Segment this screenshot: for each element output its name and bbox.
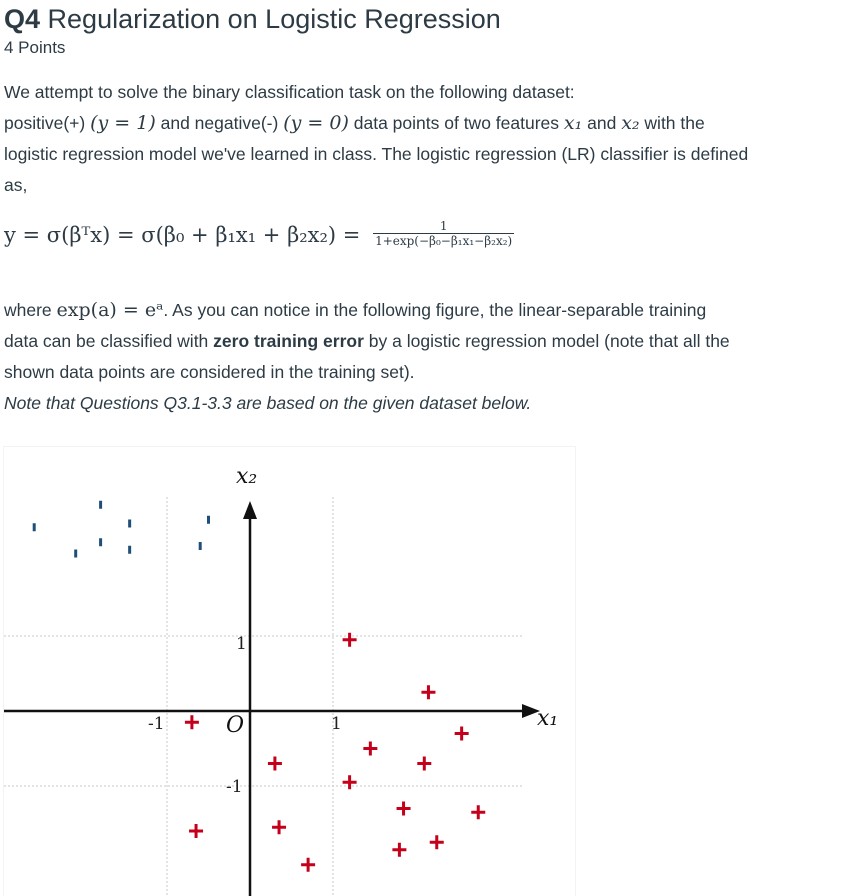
explanation-paragraph (4, 295, 730, 419)
positive-point (430, 835, 444, 849)
intro-paragraph (4, 77, 748, 201)
intro-mid-text: data points of two features (353, 113, 560, 133)
negative-point (128, 520, 131, 528)
negative-point (99, 538, 102, 546)
explanation-line-2 (4, 326, 730, 357)
question-title (4, 4, 842, 34)
exp-definition: exp(a) = eᵃ (56, 299, 164, 321)
explanation-where: where (4, 300, 52, 320)
intro-line-2 (4, 108, 748, 139)
origin-label: O (226, 713, 245, 738)
y-tick-label-neg1: -1 (226, 777, 243, 797)
positive-point (421, 685, 435, 699)
logistic-equation (4, 219, 514, 251)
negative-point (99, 501, 102, 509)
positive-point (392, 843, 406, 857)
dataset-note: Note that Questions Q3.1-3.3 are based on the given dataset below. (4, 393, 532, 413)
zero-training-error: zero training error (213, 331, 364, 351)
positive-equation: (y = 1) (90, 112, 156, 134)
positive-point (455, 727, 469, 741)
negative-point (128, 546, 131, 554)
explanation-rest-1: . As you can notice in the following figure, the linear-separable training (163, 300, 707, 320)
explanation-line-1 (4, 295, 730, 326)
positive-point (471, 805, 485, 819)
positive-point (301, 858, 315, 872)
fraction-denominator: 1+exp(−β₀−β₁x₁−β₂x₂) (375, 234, 513, 248)
positive-point (272, 820, 286, 834)
negative-point (33, 523, 36, 531)
negative-point (207, 516, 210, 524)
x2-axis-label: x₂ (236, 464, 258, 489)
feature-x1: x₁ (563, 112, 583, 134)
x2-axis-arrow (243, 501, 257, 519)
dataset-figure (4, 447, 575, 896)
equation-lhs: y = σ(βᵀx) = σ(β₀ + β₁x₁ + β₂x₂) = (4, 223, 361, 247)
positive-point (363, 742, 377, 756)
question-points: 4 Points (4, 38, 66, 57)
positive-point (268, 757, 282, 771)
intro-and: and (587, 113, 617, 133)
x-tick-label-neg1: -1 (148, 714, 165, 734)
positive-point (417, 757, 431, 771)
x1-axis-label: x₁ (537, 706, 559, 731)
positive-point (343, 775, 357, 789)
positive-point (397, 802, 411, 816)
feature-x2: x₂ (621, 112, 640, 134)
x-tick-label-1: 1 (331, 714, 342, 734)
fraction-numerator: 1 (373, 219, 514, 234)
intro-with-the: with the (644, 113, 705, 133)
y-tick-label-1: 1 (236, 634, 247, 654)
question-number: Q4 (4, 4, 41, 34)
positive-point (185, 715, 199, 729)
negative-point (74, 550, 77, 558)
explanation-line-2-pre: data can be classified with (4, 331, 209, 351)
intro-line-1: We attempt to solve the binary classification task on the following dataset: (4, 82, 575, 102)
scatter-plot (4, 447, 575, 896)
explanation-line-3: shown data points are considered in the training set). (4, 362, 415, 382)
explanation-line-2-post: by a logistic regression model (note that all the (368, 331, 730, 351)
negative-equation: (y = 0) (283, 112, 349, 134)
positive-point (189, 824, 203, 838)
positive-label: positive(+) (4, 113, 86, 133)
negative-point (199, 542, 202, 550)
negative-label: and negative(-) (160, 113, 279, 133)
intro-line-3: logistic regression model we've learned in class. The logistic regression (LR) classifier is defined (4, 144, 749, 164)
intro-line-4: as, (4, 175, 28, 195)
positive-point (343, 633, 357, 647)
question-title-text: Regularization on Logistic Regression (47, 4, 501, 34)
equation-fraction (373, 219, 514, 248)
